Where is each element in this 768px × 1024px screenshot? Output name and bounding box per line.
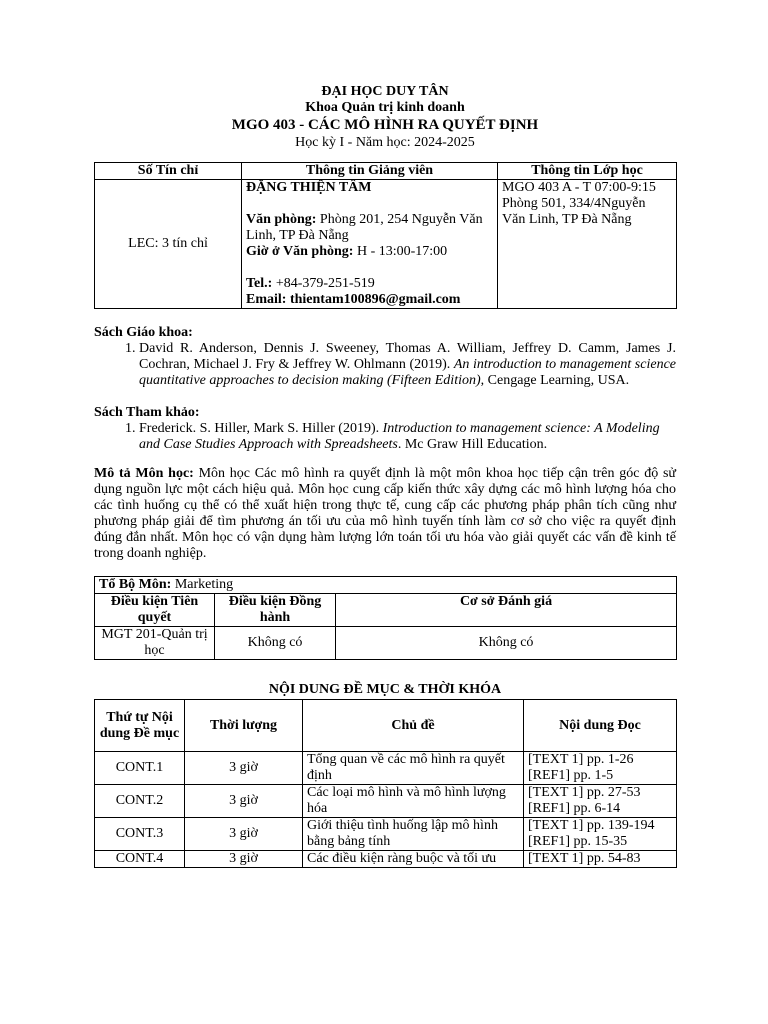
row-duration: 3 giờ bbox=[185, 752, 303, 785]
class-header: Thông tin Lớp học bbox=[498, 163, 677, 180]
duration-header: Thời lượng bbox=[185, 700, 303, 752]
class-room: Phòng 501, 334/4Nguyễn Văn Linh, TP Đà Nẵng bbox=[502, 196, 646, 227]
department-row: Tổ Bộ Môn: Marketing bbox=[95, 577, 677, 594]
course-info-table bbox=[94, 162, 677, 309]
lecturer-name: ĐẶNG THIỆN TÂM bbox=[246, 180, 372, 195]
class-info-cell bbox=[498, 180, 677, 309]
row-id: CONT.1 bbox=[95, 752, 185, 785]
assessment-header: Cơ sở Đánh giá bbox=[336, 594, 677, 627]
row-duration: 3 giờ bbox=[185, 785, 303, 818]
row-id: CONT.4 bbox=[95, 851, 185, 868]
row-duration: 3 giờ bbox=[185, 851, 303, 868]
table-row bbox=[95, 752, 677, 785]
office-hours-line: Giờ ở Văn phòng: H - 13:00-17:00 bbox=[246, 244, 448, 259]
topic-header: Chủ đề bbox=[303, 700, 524, 752]
row-id: CONT.2 bbox=[95, 785, 185, 818]
course-description: Mô tả Môn học: Môn học Các mô hình ra quyết định là một môn khoa học tiếp cận trên góc độ sử dụng nguồn lực một cách hiệu quả. Môn học cung cấp kiến thức xây dựng các mô hình lượng hóa cho các tình huống cụ thể có thể xuất hiện trong thực tế, cung cấp các phương pháp phân tích cũng như phương pháp giải để tìm phương án tối ưu của mô hình tuyến tính làm cơ sở cho việc ra quyết định đúng đắn nhất. Môn học có vận dụng hàm lượng lớn toán tối ưu hóa vào giải quyết các vấn đề kinh tế trong doanh nghiệp. bbox=[94, 466, 676, 561]
row-duration: 3 giờ bbox=[185, 818, 303, 851]
prerequisite-value: MGT 201-Quản trị học bbox=[95, 627, 215, 660]
term-info: Học kỳ I - Năm học: 2024-2025 bbox=[295, 135, 475, 150]
table-row bbox=[95, 818, 677, 851]
row-topic: Các loại mô hình và mô hình lượng hóa bbox=[303, 785, 524, 818]
corequisite-value: Không có bbox=[215, 627, 336, 660]
class-schedule: MGO 403 A - T 07:00-9:15 bbox=[502, 180, 656, 195]
schedule-title: NỘI DUNG ĐỀ MỤC & THỜI KHÓA bbox=[268, 682, 502, 697]
department-table bbox=[94, 576, 677, 660]
credits-header: Số Tín chỉ bbox=[95, 163, 242, 180]
lecturer-info-cell bbox=[242, 180, 498, 309]
row-topic: Tổng quan về các mô hình ra quyết định bbox=[303, 752, 524, 785]
prerequisite-header: Điều kiện Tiên quyết bbox=[95, 594, 215, 627]
reference-list bbox=[94, 421, 676, 453]
assessment-value: Không có bbox=[336, 627, 677, 660]
row-topic: Các điều kiện ràng buộc và tối ưu bbox=[303, 851, 524, 868]
reference-heading: Sách Tham khảo: bbox=[94, 405, 200, 420]
textbook-heading: Sách Giáo khoa: bbox=[94, 325, 193, 340]
email-line: Email: thientam100896@gmail.com bbox=[246, 292, 461, 307]
corequisite-header: Điều kiện Đồng hành bbox=[215, 594, 336, 627]
credits-cell: LEC: 3 tín chỉ bbox=[95, 180, 242, 309]
schedule-table bbox=[94, 699, 677, 868]
reading-header: Nội dung Đọc bbox=[524, 700, 677, 752]
textbook-list bbox=[94, 341, 676, 389]
tel-line: Tel.: +84-379-251-519 bbox=[246, 276, 375, 291]
faculty-name: Khoa Quản trị kinh doanh bbox=[305, 100, 465, 115]
table-row bbox=[95, 851, 677, 868]
row-topic: Giới thiệu tình huống lập mô hình bằng bảng tính bbox=[303, 818, 524, 851]
textbook-item: 1. David R. Anderson, Dennis J. Sweeney, Thomas A. William, Jeffrey D. Camm, James J. Cochran, Michael J. Fry & Jeffrey W. Ohlmann (2019). An introduction to management science quantitative approaches to decision making (Fifteen Edition), Cengage Learning, USA. bbox=[139, 341, 676, 389]
row-id: CONT.3 bbox=[95, 818, 185, 851]
university-name: ĐẠI HỌC DUY TÂN bbox=[321, 84, 449, 99]
document-header bbox=[94, 84, 676, 151]
table-row bbox=[95, 785, 677, 818]
row-reading: [TEXT 1] pp. 54-83 bbox=[524, 851, 677, 868]
lecturer-header: Thông tin Giảng viên bbox=[242, 163, 498, 180]
row-reading: [TEXT 1] pp. 27-53 [REF1] pp. 6-14 bbox=[524, 785, 677, 818]
reference-item: 1. Frederick. S. Hiller, Mark S. Hiller (2019). Introduction to management science: A Modeling and Case Studies Approach with Spreadsheets. Mc Graw Hill Education. bbox=[139, 421, 676, 453]
order-header: Thứ tự Nội dung Đề mục bbox=[95, 700, 185, 752]
syllabus-page bbox=[94, 84, 676, 868]
office-line: Văn phòng: Phòng 201, 254 Nguyễn Văn Linh, TP Đà Nẵng bbox=[246, 212, 483, 243]
row-reading: [TEXT 1] pp. 1-26 [REF1] pp. 1-5 bbox=[524, 752, 677, 785]
row-reading: [TEXT 1] pp. 139-194 [REF1] pp. 15-35 bbox=[524, 818, 677, 851]
course-title: MGO 403 - CÁC MÔ HÌNH RA QUYẾT ĐỊNH bbox=[231, 117, 539, 133]
